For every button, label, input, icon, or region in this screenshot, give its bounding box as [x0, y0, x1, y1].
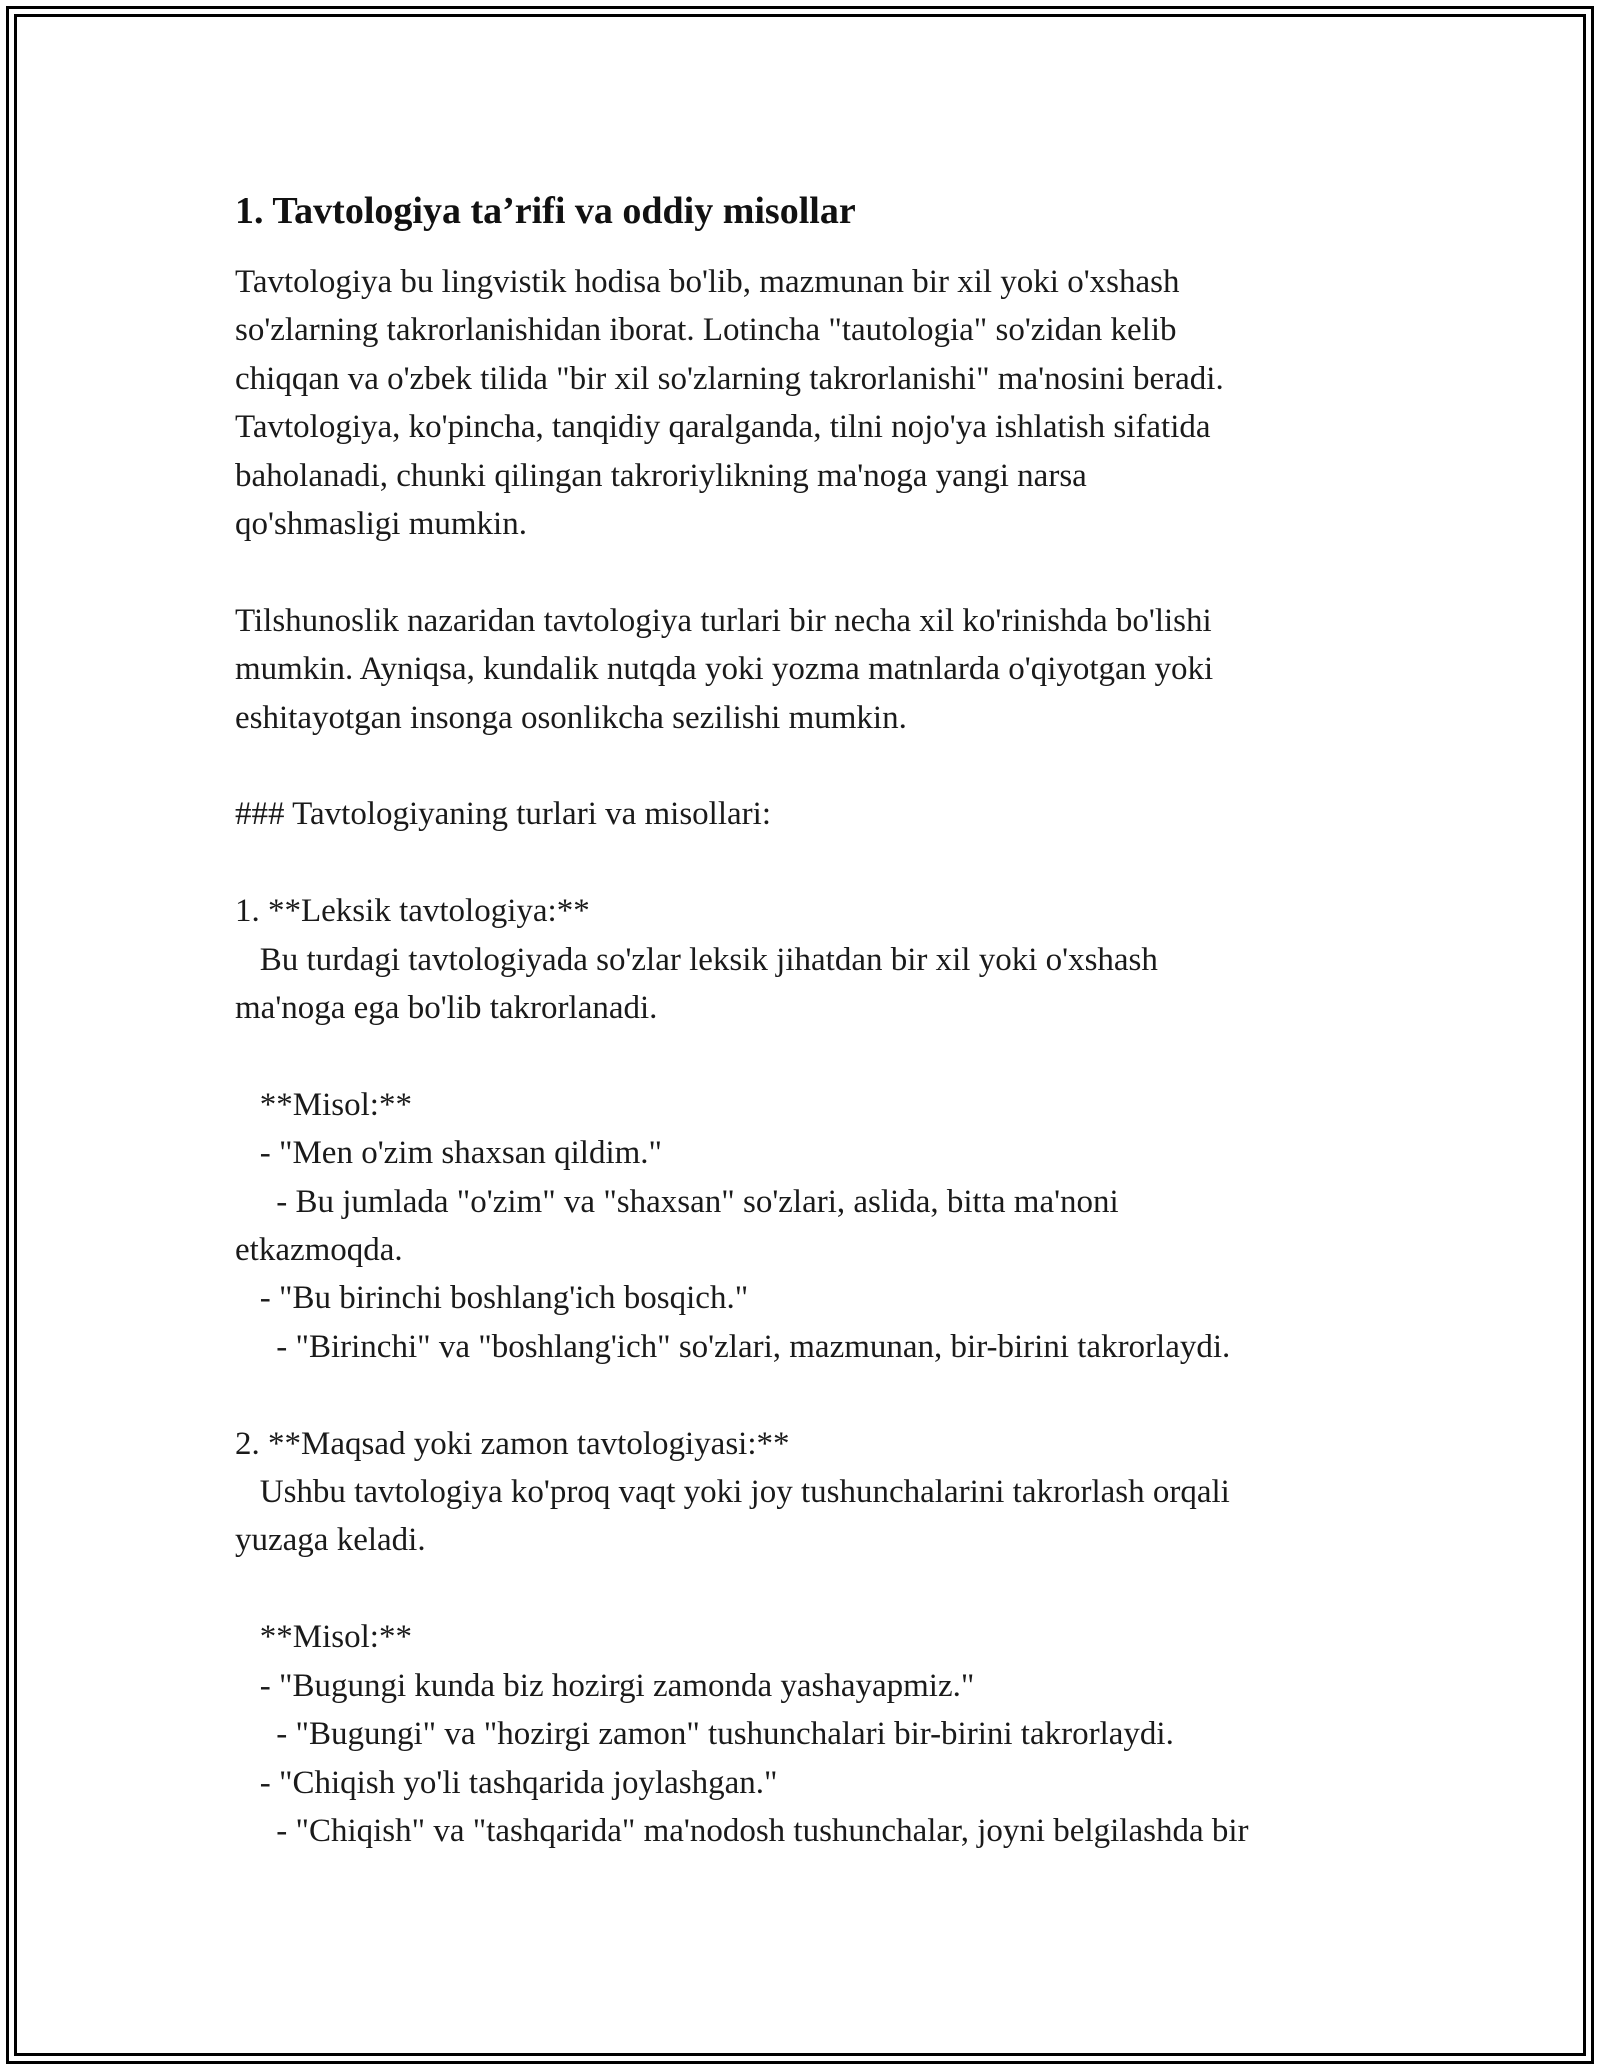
text-line: - Bu jumlada "o'zim" va "shaxsan" so'zlari, aslida, bitta ma'noni: [235, 1183, 1119, 1220]
document-body: [235, 186, 1385, 1855]
text-line: baholanadi, chunki qilingan takroriylikning ma'noga yangi narsa: [235, 457, 1087, 494]
blank-line: [235, 839, 1385, 887]
text-line: Ushbu tavtologiya ko'proq vaqt yoki joy tushunchalarini takrorlash orqali: [235, 1474, 1230, 1511]
text-line: - "Birinchi" va "boshlang'ich" so'zlari, mazmunan, bir-birini takrorlaydi.: [235, 1328, 1231, 1365]
text-line: - "Chiqish yo'li tashqarida joylashgan.": [235, 1764, 778, 1801]
blank-line: [235, 1032, 1385, 1080]
text-line: etkazmoqda.: [235, 1232, 403, 1269]
text-line: chiqqan va o'zbek tilida "bir xil so'zlarning takrorlanishi" ma'nosini beradi.: [235, 360, 1224, 397]
text-line: qo'shmasligi mumkin.: [235, 506, 527, 543]
blank-line: [235, 1371, 1385, 1419]
text-line: yuzaga keladi.: [235, 1522, 426, 1559]
blank-line: [235, 742, 1385, 790]
blank-line: [235, 1565, 1385, 1613]
text-line: Tavtologiya, ko'pincha, tanqidiy qaralganda, tilni nojo'ya ishlatish sifatida: [235, 409, 1211, 446]
text-line: - "Men o'zim shaxsan qildim.": [235, 1135, 663, 1172]
text-line: ma'noga ega bo'lib takrorlanadi.: [235, 990, 658, 1027]
text-line: Tavtologiya bu lingvistik hodisa bo'lib, mazmunan bir xil yoki o'xshash: [235, 264, 1180, 300]
text-line: eshitayotgan insonga osonlikcha sezilishi mumkin.: [235, 699, 907, 736]
text-line: Bu turdagi tavtologiyada so'zlar leksik jihatdan bir xil yoki o'xshash: [235, 941, 1158, 978]
blank-line: [235, 548, 1385, 596]
text-line: - "Bu birinchi boshlang'ich bosqich.": [235, 1280, 749, 1317]
text-line: 2. **Maqsad yoki zamon tavtologiyasi:**: [235, 1425, 790, 1462]
text-line: **Misol:**: [235, 1619, 412, 1656]
text-line: - "Bugungi" va "hozirgi zamon" tushunchalari bir-birini takrorlaydi.: [235, 1716, 1174, 1753]
text-line: so'zlarning takrorlanishidan iborat. Lotincha "tautologia" so'zidan kelib: [235, 312, 1177, 349]
text-line: - "Chiqish" va "tashqarida" ma'nodosh tushunchalar, joyni belgilashda bir: [235, 1812, 1249, 1849]
text-line: Tilshunoslik nazaridan tavtologiya turlari bir necha xil ko'rinishda bo'lishi: [235, 602, 1212, 639]
section-heading: 1. Tavtologiya ta’rifi va oddiy misollar: [235, 190, 856, 232]
text-line: ### Tavtologiyaning turlari va misollari:: [235, 796, 771, 833]
text-line: 1. **Leksik tavtologiya:**: [235, 893, 590, 930]
text-line: **Misol:**: [235, 1086, 412, 1123]
document-text: [235, 258, 1385, 1855]
text-line: mumkin. Ayniqsa, kundalik nutqda yoki yozma matnlarda o'qiyotgan yoki: [235, 651, 1214, 688]
text-line: - "Bugungi kunda biz hozirgi zamonda yashayapmiz.": [235, 1667, 975, 1704]
